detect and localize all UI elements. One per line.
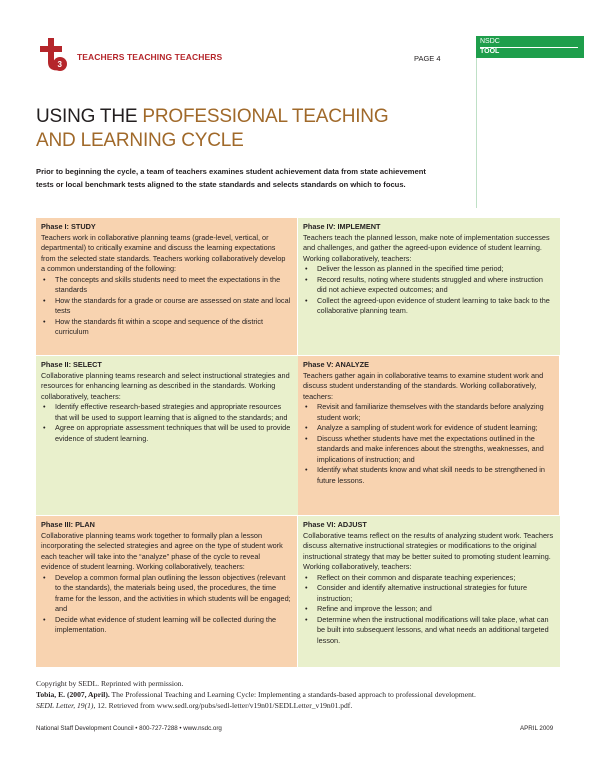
phase-row [36,516,560,668]
footer-contact: National Staff Development Council • 800-727-7288 • www.nsdc.org [36,725,222,732]
phase-cell-plan [36,516,298,668]
phase-cell-adjust [298,516,560,668]
phase-body: Teachers teach the planned lesson, make note of implementation successes and challenges, and gather the agreed-upon evidence of student learning. Working collaboratively, teachers: [303,232,550,263]
title-highlight-1: PROFESSIONAL TEACHING [142,106,389,127]
phase-row [36,218,560,356]
list-item: • Agree on appropriate assessment techniques that will be used to provide evidence of student learning. [41,423,292,444]
list-item: • Deliver the lesson as planned in the specified time period; [303,264,554,275]
list-item: • Refine and improve the lesson; and [303,604,554,615]
logo-icon [34,34,74,74]
intro-paragraph: Prior to beginning the cycle, a team of teachers examines student achievement data from state achievement tests or local benchmark tests aligned to the state standards and selects standards on which to focus. [36,167,426,189]
footer-date: APRIL 2009 [520,725,554,732]
list-item: • Determine when the instructional modifications will take place, what can be built into subsequent lessons, and what needs an additional targeted lesson. [303,615,554,647]
phase-cell-analyze [298,356,560,516]
phase-heading: Phase III: PLAN [41,520,95,529]
phase-bullets [303,573,554,647]
phase-bullets [303,402,553,486]
list-item: • Identify effective research-based strategies and appropriate resources that will be used to support learning that is aligned to the standards; and [41,402,292,423]
list-item: • Discuss whether students have met the expectations outlined in the standards and make inferences about the strengths, weaknesses, and implications of instruction; and [303,434,553,466]
list-item: • Consider and identify alternative instructional strategies for future instruction; [303,583,554,604]
phase-body: Collaborative teams reflect on the results of analyzing student work. Teachers discuss alternative instructional strategies or modifications to the original instructional strategy that may be better suited to promoting student learning. Working collaboratively, teachers: [303,530,554,571]
header-divider [476,58,477,208]
phase-row [36,356,560,516]
phase-cell-study [36,218,298,356]
citation-rest: , 12. Retrieved from www.sedl.org/pubs/sedl-letter/v19n01/SEDLLetter_v19n01.pdf. [93,701,353,710]
phase-heading: Phase II: SELECT [41,360,102,369]
tool-badge [476,36,584,58]
svg-text:3: 3 [57,60,62,69]
list-item: • How the standards fit within a scope and sequence of the district curriculum [41,317,291,338]
citation-author: Tobia, E. (2007, April). [36,690,110,699]
tool-badge-label: TOOL [480,47,578,57]
title-plain: USING THE [36,106,143,127]
list-item: • Identify what students know and what skill needs to be strengthened in future lessons. [303,465,553,486]
list-item: • Record results, noting where students struggled and where instruction did not achieve expected outcomes; and [303,275,554,296]
list-item: • Decide what evidence of student learning will be collected during the implementation. [41,615,291,636]
phase-heading: Phase V: ANALYZE [303,360,369,369]
phase-body: Teachers gather again in collaborative teams to examine student work and discuss student understanding of the standards. Working collaboratively, teachers: [303,370,544,401]
tool-badge-org: NSDC [480,38,500,45]
phase-grid [36,218,560,668]
list-item: • Collect the agreed-upon evidence of student learning to take back to the collaborative planning team. [303,296,554,317]
list-item: • Revisit and familiarize themselves with the standards before analyzing student work; [303,402,553,423]
copyright-line: Copyright by SEDL. Reprinted with permission. [36,679,184,688]
citation-title: The Professional Teaching and Learning Cycle: Implementing a standards-based approach to professional development. [109,690,476,699]
citation-journal: SEDL Letter, 19(1) [36,701,94,710]
page-title [36,105,388,153]
phase-heading: Phase IV: IMPLEMENT [303,222,381,231]
citation [36,678,576,711]
list-item: • Develop a common formal plan outlining the lesson objectives (relevant to the standards), the materials being used, the procedures, the time frame for the lesson, and the activities in which students will be engaged; and [41,573,291,615]
citation-reference [36,689,576,700]
list-item: • Reflect on their common and disparate teaching experiences; [303,573,554,584]
title-highlight-2: AND LEARNING CYCLE [36,130,244,151]
phase-body: Collaborative planning teams research and select instructional strategies and resources for enhancing learning as described in the standards. Working collaboratively, teachers: [41,370,290,401]
list-item: • Analyze a sampling of student work for evidence of student learning; [303,423,553,434]
page-number: PAGE 4 [414,54,441,63]
phase-bullets [41,573,291,636]
phase-bullets [303,264,554,317]
phase-cell-select [36,356,298,516]
phase-heading: Phase I: STUDY [41,222,96,231]
phase-heading: Phase VI: ADJUST [303,520,367,529]
phase-bullets [41,275,291,338]
brand-name: TEACHERS TEACHING TEACHERS [77,52,223,62]
list-item: • The concepts and skills students need to meet the expectations in the standards [41,275,291,296]
phase-body: Collaborative planning teams work together to formally plan a lesson incorporating the selected strategies and agree on the type of student work each teacher will take into the “analyze” phase of the cycle to reveal evidence of student learning. Working collaboratively, teachers: [41,530,283,571]
phase-bullets [41,402,292,444]
list-item: • How the standards for a grade or course are assessed on state and local tests [41,296,291,317]
citation-source [36,700,576,711]
phase-body: Teachers work in collaborative planning teams (grade-level, vertical, or departmental) to critically examine and discuss the learning expectations from the selected state standards. Teachers working collaboratively develop a common understanding of the following: [41,232,286,273]
phase-cell-implement [298,218,560,356]
